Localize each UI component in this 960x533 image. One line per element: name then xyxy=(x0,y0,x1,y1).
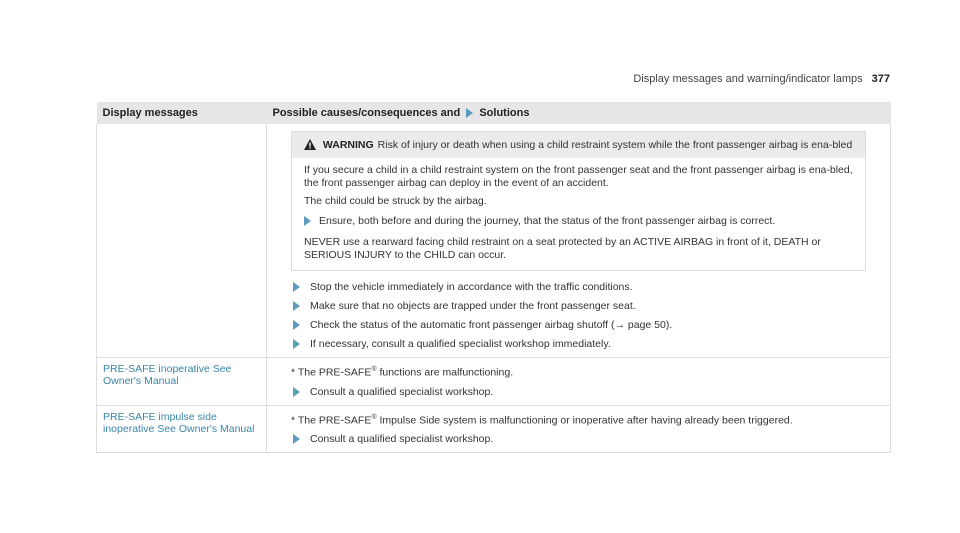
causes-cell xyxy=(267,358,891,406)
cause-text xyxy=(291,363,884,380)
solution-step xyxy=(293,386,884,399)
play-arrow-icon xyxy=(293,339,300,349)
table-row xyxy=(97,124,891,358)
col-header-causes-solutions xyxy=(267,102,891,124)
warning-label: WARNING xyxy=(322,139,374,151)
registered-mark: ® xyxy=(371,413,377,421)
table-row xyxy=(97,405,891,453)
solution-step-text: Consult a qualified specialist workshop. xyxy=(310,433,494,445)
solution-step xyxy=(293,338,884,351)
footnote-star: * xyxy=(291,414,296,426)
col-header-causes: Possible causes/consequences and xyxy=(272,107,461,119)
header-title: Display messages and warning/indicator lamps xyxy=(633,73,863,85)
solution-step xyxy=(293,281,884,294)
cause-text xyxy=(291,411,884,428)
warning-step xyxy=(304,215,855,228)
play-arrow-icon xyxy=(304,216,311,226)
warning-headline: Risk of injury or death when using a child restraint system while the front passenger airbag is ena-bled xyxy=(377,139,853,151)
table-row xyxy=(97,358,891,406)
cause-text-a: The PRE-SAFE xyxy=(297,414,372,426)
page-number: 377 xyxy=(871,73,890,85)
play-arrow-icon xyxy=(293,434,300,444)
play-arrow-icon xyxy=(466,108,473,118)
col-header-display-messages: Display messages xyxy=(97,102,267,124)
table-header-row xyxy=(97,102,891,124)
display-message: PRE-SAFE inoperative See Owner's Manual xyxy=(97,358,267,406)
col-header-solutions: Solutions xyxy=(479,107,530,119)
play-arrow-icon xyxy=(293,320,300,330)
cause-text-b: Impulse Side system is malfunctioning or inoperative after having already been triggered. xyxy=(376,414,793,426)
causes-cell xyxy=(267,124,891,358)
solution-step-text: If necessary, consult a qualified specialist workshop immediately. xyxy=(310,338,611,350)
warning-step-text: Ensure, both before and during the journey, that the status of the front passenger airbag is correct. xyxy=(319,215,776,227)
display-message: PRE-SAFE impulse side inoperative See Owner's Manual xyxy=(97,405,267,453)
causes-cell xyxy=(267,405,891,453)
play-arrow-icon xyxy=(293,301,300,311)
page-header xyxy=(633,73,890,85)
warning-paragraph: If you secure a child in a child restraint system on the front passenger seat and the front passenger airbag is ena-bled, the front passenger airbag can deploy in the event of an accident. xyxy=(304,164,853,189)
warning-box xyxy=(291,131,866,271)
warning-paragraph: The child could be struck by the airbag. xyxy=(304,195,487,207)
solution-step-text: Stop the vehicle immediately in accordance with the traffic conditions. xyxy=(310,281,633,293)
display-messages-table xyxy=(96,102,891,453)
solution-step xyxy=(293,433,884,446)
message-cell-empty xyxy=(97,124,267,358)
solution-step xyxy=(293,319,884,332)
play-arrow-icon xyxy=(293,282,300,292)
solution-step xyxy=(293,300,884,313)
solution-step-text: Make sure that no objects are trapped under the front passenger seat. xyxy=(310,300,636,312)
solution-step-text: Check the status of the automatic front passenger airbag shutoff (→ page 50). xyxy=(310,319,673,331)
registered-mark: ® xyxy=(371,366,377,373)
warning-header xyxy=(292,132,865,158)
cause-text-a: The PRE-SAFE xyxy=(297,366,372,379)
play-arrow-icon xyxy=(293,387,300,397)
warning-body xyxy=(292,158,865,270)
cause-text-b: functions are malfunctioning. xyxy=(376,366,514,379)
footnote-star: * xyxy=(291,366,296,379)
warning-paragraph: NEVER use a rearward facing child restraint on a seat protected by an ACTIVE AIRBAG in front of it, DEATH or SERIOUS INJURY to the CHILD can occur. xyxy=(304,236,821,261)
warning-triangle-icon xyxy=(304,139,316,150)
solution-step-text: Consult a qualified specialist workshop. xyxy=(310,385,494,398)
